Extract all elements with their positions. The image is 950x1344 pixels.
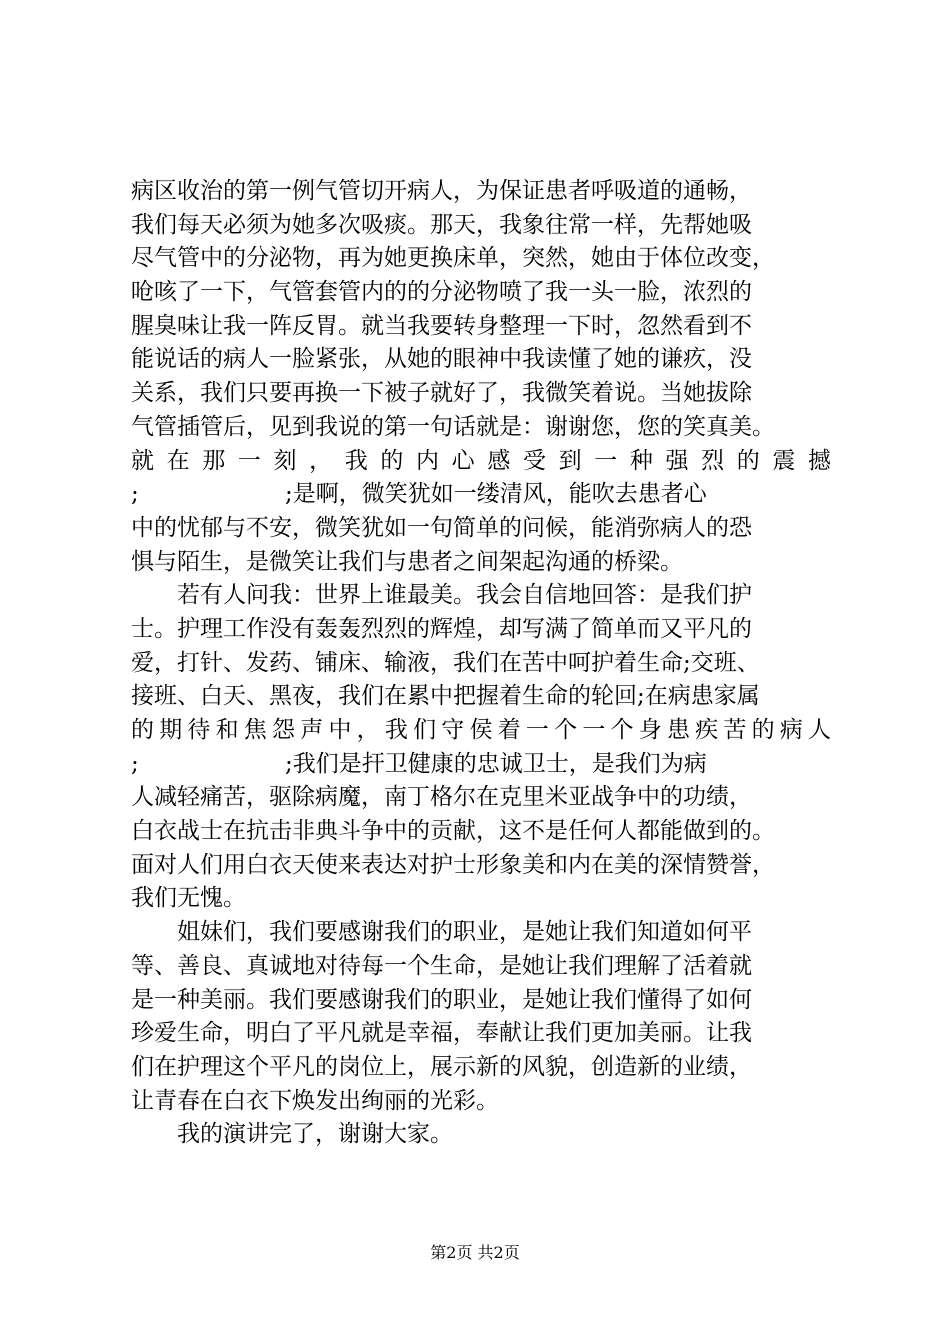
text-line-justified: 就在那一刻，我的内心感受到一种强烈的震撼 [131, 447, 831, 474]
text-line: 关系，我们只要再换一下被子就好了，我微笑着说。当她拔除 [131, 380, 752, 407]
text-line: 白衣战士在抗击非典斗争中的贡献，这不是任何人都能做到的。 [131, 818, 775, 845]
text-line: ; ;是啊，微笑犹如一缕清风，能吹去患者心 [131, 481, 707, 508]
text-line: 等、善良、真诚地对待每一个生命，是她让我们理解了活着就 [131, 952, 752, 979]
text-line: 气管插管后，见到我说的第一句话就是：谢谢您，您的笑真美。 [131, 413, 775, 440]
paragraph-start-line: 姐妹们，我们要感谢我们的职业，是她让我们知道如何平 [177, 919, 752, 946]
text-line: 是一种美丽。我们要感谢我们的职业，是她让我们懂得了如何 [131, 986, 752, 1013]
page-number-footer: 第2页 共2页 [430, 1243, 520, 1262]
text-line: 腥臭味让我一阵反胃。就当我要转身整理一下时，忽然看到不 [131, 312, 752, 339]
text-line: 中的忧郁与不安，微笑犹如一句简单的问候，能消弥病人的恐 [131, 514, 752, 541]
text-line: 士。护理工作没有轰轰烈烈的辉煌，却写满了简单而又平凡的 [131, 615, 752, 642]
text-line: 病区收治的第一例气管切开病人，为保证患者呼吸道的通畅， [131, 178, 752, 204]
text-line: ; ;我们是扞卫健康的忠诚卫士，是我们为病 [131, 750, 707, 777]
text-line: 们在护理这个平凡的岗位上，展示新的风貌，创造新的业绩， [131, 1053, 752, 1080]
text-line: 我们无愧。 [131, 885, 246, 912]
text-line: 惧与陌生，是微笑让我们与患者之间架起沟通的桥梁。 [131, 548, 683, 575]
text-line: 珍爱生命，明白了平凡就是幸福，奉献让我们更加美丽。让我 [131, 1020, 752, 1047]
speech-body [131, 175, 831, 1152]
text-line: 能说话的病人一脸紧张，从她的眼神中我读懂了她的谦疚，没 [131, 346, 752, 373]
text-line: 尽气管中的分泌物，再为她更换床单，突然，她由于体位改变， [131, 245, 775, 272]
text-line: 我们每天必须为她多次吸痰。那天，我象往常一样，先帮她吸 [131, 211, 752, 238]
text-line: 让青春在白衣下焕发出绚丽的光彩。 [131, 1087, 499, 1114]
text-line: 呛咳了一下，气管套管内的的分泌物喷了我一头一脸，浓烈的 [131, 279, 752, 306]
text-line: 面对人们用白衣天使来表达对护士形象美和内在美的深情赞誉， [131, 851, 775, 878]
text-line: 爱，打针、发药、铺床、输液，我们在苦中呵护着生命;交班、 [131, 649, 760, 676]
text-line: 接班、白天、黑夜，我们在累中把握着生命的轮回;在病患家属 [131, 683, 760, 710]
paragraph-start-line: 若有人问我：世界上谁最美。我会自信地回答：是我们护 [177, 582, 752, 609]
text-line: 人减轻痛苦，驱除病魔，南丁格尔在克里米亚战争中的功绩， [131, 784, 752, 811]
paragraph-start-line: 我的演讲完了，谢谢大家。 [177, 1121, 453, 1148]
text-line-justified: 的期待和焦怨声中，我们守侯着一个一个身患疾苦的病人 [131, 717, 831, 743]
